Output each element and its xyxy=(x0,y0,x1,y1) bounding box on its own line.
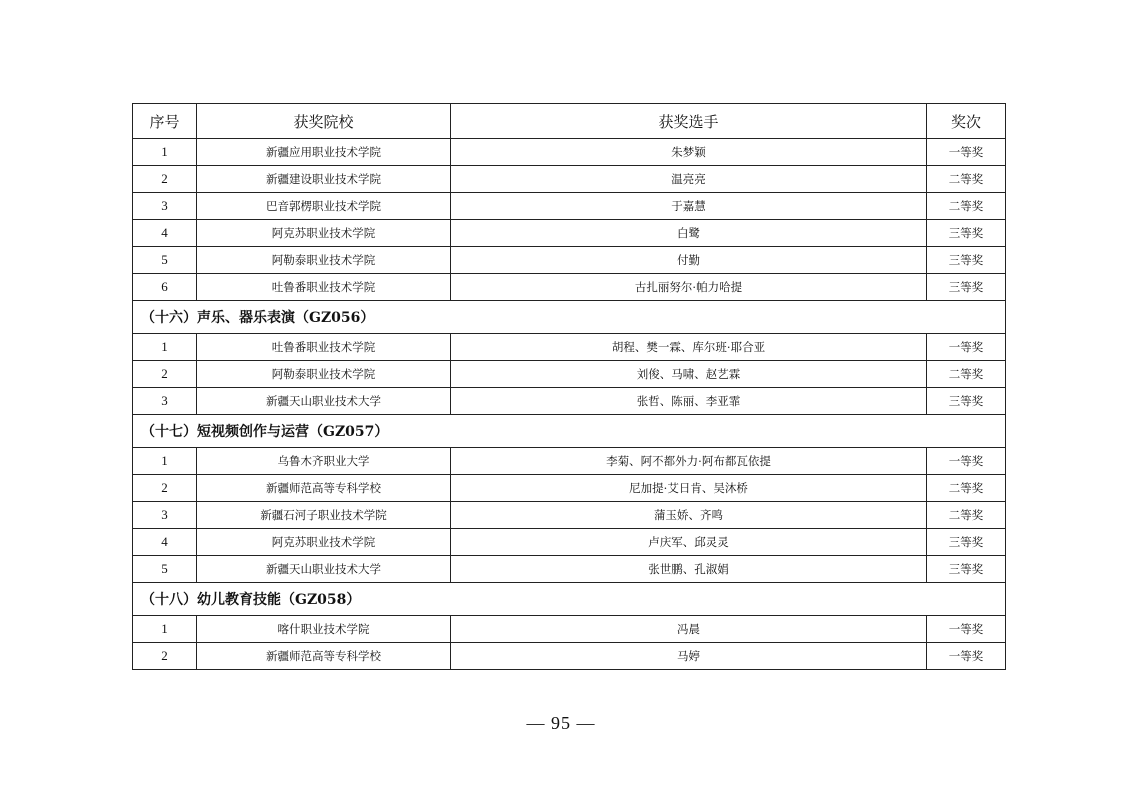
cell-school: 新疆建设职业技术学院 xyxy=(197,166,451,193)
section-header-row xyxy=(133,415,1006,448)
cell-winners: 马婷 xyxy=(451,643,927,670)
section-header-row xyxy=(133,301,1006,334)
section-title: （十七）短视频创作与运营（GZ057） xyxy=(133,415,1006,448)
cell-school: 新疆师范高等专科学校 xyxy=(197,475,451,502)
table-row xyxy=(133,475,1006,502)
cell-school: 阿勒泰职业技术学院 xyxy=(197,361,451,388)
table-row xyxy=(133,139,1006,166)
cell-serial: 1 xyxy=(133,334,197,361)
cell-serial: 3 xyxy=(133,388,197,415)
cell-winners: 冯晨 xyxy=(451,616,927,643)
cell-school: 乌鲁木齐职业大学 xyxy=(197,448,451,475)
cell-serial: 3 xyxy=(133,502,197,529)
section-title: （十八）幼儿教育技能（GZ058） xyxy=(133,583,1006,616)
section-title: （十六）声乐、器乐表演（GZ056） xyxy=(133,301,1006,334)
table-row xyxy=(133,361,1006,388)
cell-winners: 卢庆军、邱灵灵 xyxy=(451,529,927,556)
section-header-row xyxy=(133,583,1006,616)
table-row xyxy=(133,388,1006,415)
cell-award-level: 二等奖 xyxy=(927,166,1006,193)
cell-school: 新疆师范高等专科学校 xyxy=(197,643,451,670)
cell-award-level: 二等奖 xyxy=(927,475,1006,502)
cell-winners: 付勤 xyxy=(451,247,927,274)
cell-school: 新疆石河子职业技术学院 xyxy=(197,502,451,529)
cell-winners: 蒲玉娇、齐鸣 xyxy=(451,502,927,529)
table-row xyxy=(133,448,1006,475)
cell-winners: 胡程、樊一霖、库尔班·耶合亚 xyxy=(451,334,927,361)
cell-winners: 张哲、陈丽、李亚霏 xyxy=(451,388,927,415)
cell-school: 阿克苏职业技术学院 xyxy=(197,220,451,247)
cell-serial: 2 xyxy=(133,361,197,388)
cell-winners: 朱梦颖 xyxy=(451,139,927,166)
cell-award-level: 二等奖 xyxy=(927,193,1006,220)
cell-winners: 温亮亮 xyxy=(451,166,927,193)
cell-serial: 1 xyxy=(133,139,197,166)
cell-serial: 6 xyxy=(133,274,197,301)
table-row xyxy=(133,247,1006,274)
cell-winners: 尼加提·艾日肯、吴沐桥 xyxy=(451,475,927,502)
cell-serial: 1 xyxy=(133,448,197,475)
cell-school: 吐鲁番职业技术学院 xyxy=(197,274,451,301)
cell-award-level: 三等奖 xyxy=(927,247,1006,274)
table-row xyxy=(133,643,1006,670)
cell-school: 新疆天山职业技术大学 xyxy=(197,388,451,415)
table-row xyxy=(133,502,1006,529)
cell-serial: 4 xyxy=(133,529,197,556)
cell-serial: 4 xyxy=(133,220,197,247)
table-row xyxy=(133,334,1006,361)
header-winners: 获奖选手 xyxy=(451,104,927,139)
page-number: — 95 — xyxy=(526,713,596,733)
cell-award-level: 三等奖 xyxy=(927,529,1006,556)
cell-school: 阿勒泰职业技术学院 xyxy=(197,247,451,274)
cell-winners: 于嘉慧 xyxy=(451,193,927,220)
table-row xyxy=(133,274,1006,301)
header-row xyxy=(133,104,1006,139)
table-row xyxy=(133,616,1006,643)
cell-school: 阿克苏职业技术学院 xyxy=(197,529,451,556)
cell-school: 新疆天山职业技术大学 xyxy=(197,556,451,583)
cell-winners: 刘俊、马啸、赵艺霖 xyxy=(451,361,927,388)
cell-serial: 2 xyxy=(133,643,197,670)
cell-serial: 2 xyxy=(133,166,197,193)
cell-school: 新疆应用职业技术学院 xyxy=(197,139,451,166)
cell-award-level: 二等奖 xyxy=(927,361,1006,388)
cell-school: 巴音郭楞职业技术学院 xyxy=(197,193,451,220)
cell-award-level: 三等奖 xyxy=(927,220,1006,247)
header-award-level: 奖次 xyxy=(927,104,1006,139)
cell-award-level: 三等奖 xyxy=(927,388,1006,415)
cell-award-level: 一等奖 xyxy=(927,139,1006,166)
cell-winners: 张世鹏、孔淑娟 xyxy=(451,556,927,583)
cell-serial: 2 xyxy=(133,475,197,502)
table-row xyxy=(133,193,1006,220)
header-school: 获奖院校 xyxy=(197,104,451,139)
cell-award-level: 三等奖 xyxy=(927,274,1006,301)
cell-award-level: 三等奖 xyxy=(927,556,1006,583)
award-table xyxy=(132,103,1006,670)
cell-winners: 古扎丽努尔·帕力哈提 xyxy=(451,274,927,301)
table-row xyxy=(133,556,1006,583)
cell-award-level: 一等奖 xyxy=(927,448,1006,475)
cell-award-level: 二等奖 xyxy=(927,502,1006,529)
cell-award-level: 一等奖 xyxy=(927,334,1006,361)
table-row xyxy=(133,166,1006,193)
table-row xyxy=(133,220,1006,247)
cell-winners: 白鹭 xyxy=(451,220,927,247)
cell-award-level: 一等奖 xyxy=(927,643,1006,670)
header-serial: 序号 xyxy=(133,104,197,139)
table-body xyxy=(133,139,1006,670)
cell-award-level: 一等奖 xyxy=(927,616,1006,643)
cell-serial: 5 xyxy=(133,247,197,274)
cell-school: 喀什职业技术学院 xyxy=(197,616,451,643)
cell-serial: 5 xyxy=(133,556,197,583)
cell-serial: 1 xyxy=(133,616,197,643)
cell-winners: 李菊、阿不都外力·阿布都瓦依提 xyxy=(451,448,927,475)
cell-serial: 3 xyxy=(133,193,197,220)
cell-school: 吐鲁番职业技术学院 xyxy=(197,334,451,361)
table-row xyxy=(133,529,1006,556)
